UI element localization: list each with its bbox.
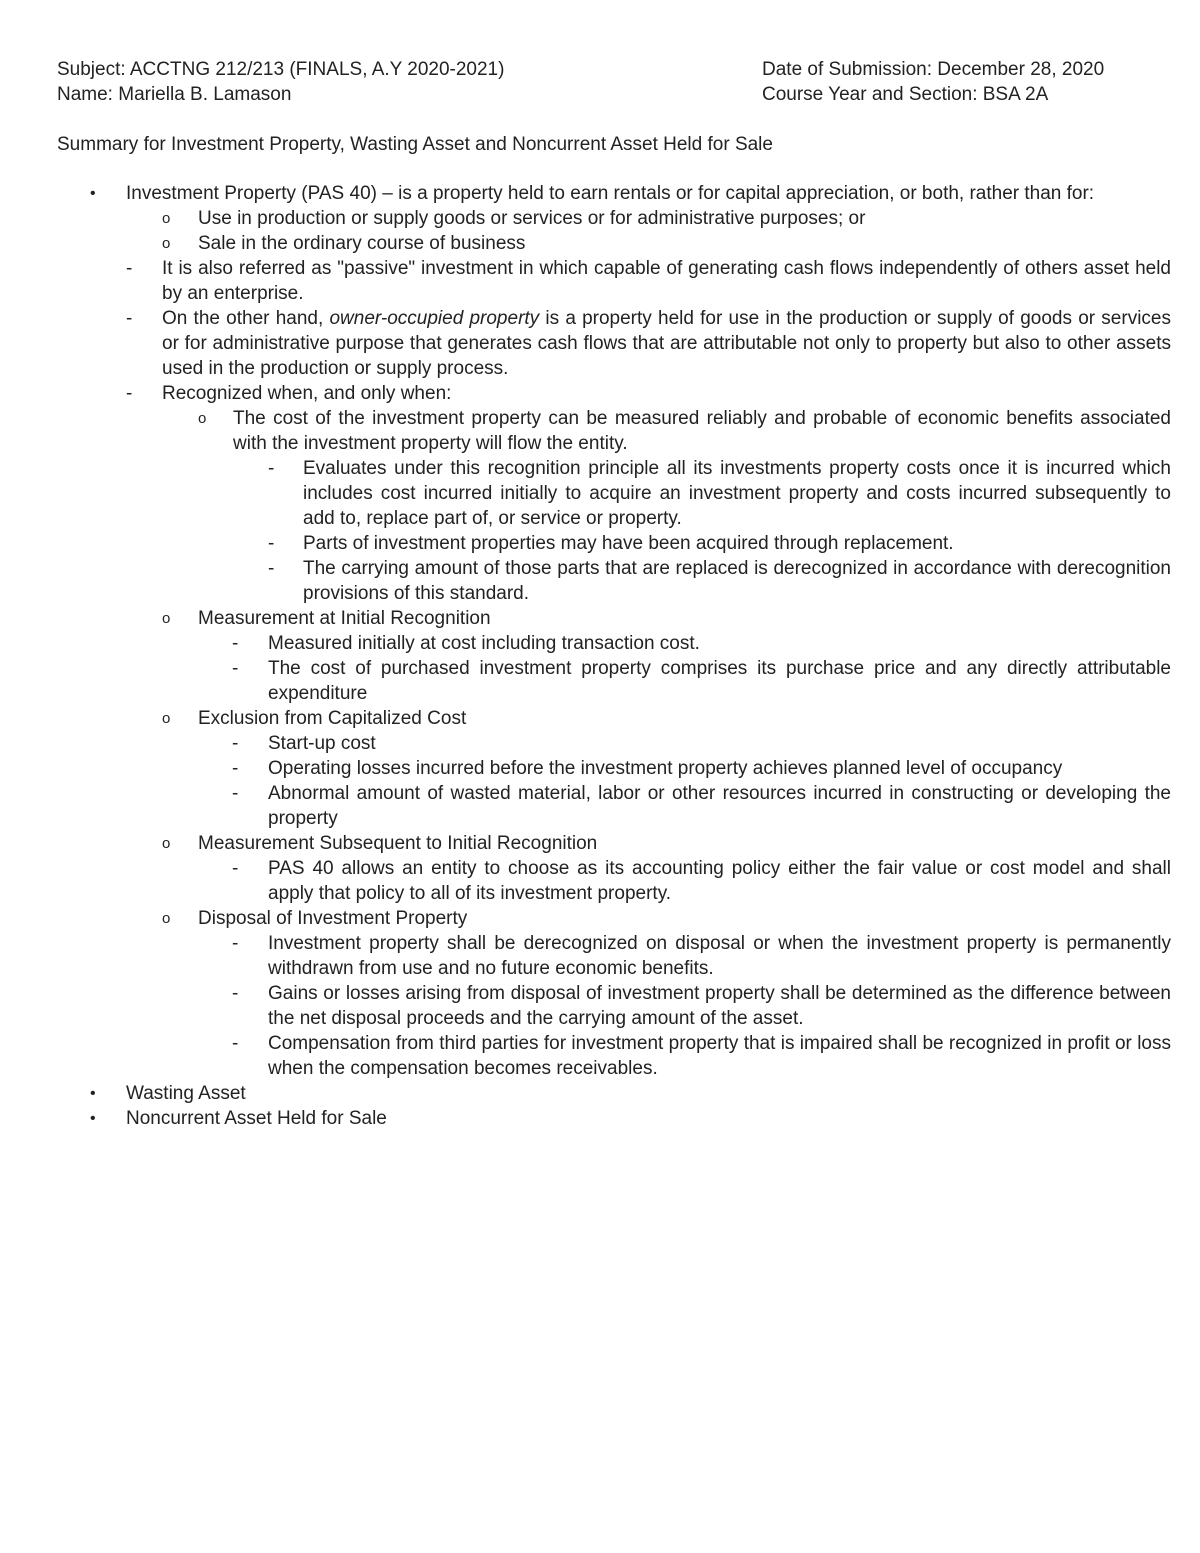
dash-marker: - <box>232 633 239 654</box>
list-item <box>0 981 1200 1031</box>
dash-marker: - <box>232 1033 239 1054</box>
summary-title: Summary for Investment Property, Wasting Asset and Noncurrent Asset Held for Sale <box>57 134 773 155</box>
course-section-text: Course Year and Section: BSA 2A <box>762 84 1049 105</box>
section-heading-exclusion <box>0 706 1200 731</box>
header-row-2 <box>57 82 1150 107</box>
section-title: Exclusion from Capitalized Cost <box>198 708 467 729</box>
section-heading-subsequent-measurement <box>0 831 1200 856</box>
list-item <box>0 731 1200 756</box>
section-point-text: The cost of purchased investment property comprises its purchase price and any directly attributable expenditure <box>268 658 1171 704</box>
dash-marker: - <box>232 933 239 954</box>
list-item <box>0 406 1200 456</box>
recognition-point-text: The carrying amount of those parts that are replaced is derecognized in accordance with derecognition provisions of this standard. <box>303 558 1171 604</box>
list-item <box>0 531 1200 556</box>
section-point-text: Investment property shall be derecognized on disposal or when the investment property is permanently withdrawn from use and no future economic benefits. <box>268 933 1171 979</box>
recognition-cost-text: The cost of the investment property can be measured reliably and probable of economic benefits associated with the investment property will flow the entity. <box>233 408 1171 454</box>
dash-marker: - <box>232 758 239 779</box>
recognition-point-text: Parts of investment properties may have been acquired through replacement. <box>303 533 954 554</box>
circle-marker: o <box>162 610 171 627</box>
circle-marker: o <box>162 910 171 927</box>
list-item-wasting-asset <box>0 1081 1200 1106</box>
list-item <box>0 931 1200 981</box>
section-point-text: PAS 40 allows an entity to choose as its accounting policy either the fair value or cost model and shall apply that policy to all of its investment property. <box>268 858 1171 904</box>
owner-occupied-post: is a property held for use in the production or supply of goods or services or for administrative purpose that generates cash flows that are attributable not only to property but also to other assets used in the production or supply process. <box>162 308 1171 379</box>
section-point-text: Measured initially at cost including transaction cost. <box>268 633 700 654</box>
dash-marker: - <box>232 733 239 754</box>
dash-marker: - <box>268 533 275 554</box>
passive-investment-text: It is also referred as "passive" investment in which capable of generating cash flows independently of others asset held by an enterprise. <box>162 258 1171 304</box>
owner-occupied-term: owner-occupied property <box>329 308 540 329</box>
section-heading-initial-measurement <box>0 606 1200 631</box>
circle-marker: o <box>162 210 171 227</box>
bullet-text: Wasting Asset <box>126 1083 246 1104</box>
circle-marker: o <box>162 235 171 252</box>
owner-occupied-text <box>162 306 1171 381</box>
section-point-text: Abnormal amount of wasted material, labor or other resources incurred in constructing or developing the property <box>268 783 1171 829</box>
bullet-marker: • <box>90 1085 96 1102</box>
dash-marker: - <box>232 658 239 679</box>
list-item <box>0 456 1200 531</box>
recognized-when-text: Recognized when, and only when: <box>162 383 452 404</box>
list-item <box>0 556 1200 606</box>
dash-marker: - <box>268 558 275 579</box>
list-item <box>0 781 1200 831</box>
dash-marker: - <box>126 308 133 329</box>
list-item <box>0 1031 1200 1081</box>
circle-marker: o <box>162 835 171 852</box>
dash-marker: - <box>126 258 133 279</box>
section-title: Measurement at Initial Recognition <box>198 608 491 629</box>
section-point-text: Gains or losses arising from disposal of investment property shall be determined as the difference between the net disposal proceeds and the carrying amount of the asset. <box>268 983 1171 1029</box>
list-item <box>0 631 1200 656</box>
header <box>57 57 1150 107</box>
section-point-text: Operating losses incurred before the investment property achieves planned level of occupancy <box>268 758 1063 779</box>
student-name-text: Name: Mariella B. Lamason <box>57 84 292 105</box>
list-item <box>0 656 1200 706</box>
list-item <box>0 756 1200 781</box>
section-point-text: Compensation from third parties for investment property that is impaired shall be recognized in profit or loss when the compensation becomes receivables. <box>268 1033 1171 1079</box>
header-row-1 <box>57 57 1150 82</box>
submission-date-text: Date of Submission: December 28, 2020 <box>762 59 1105 80</box>
section-heading-disposal <box>0 906 1200 931</box>
list-item <box>0 381 1200 406</box>
subject-text: Subject: ACCTNG 212/213 (FINALS, A.Y 2020-2021) <box>57 59 505 80</box>
circle-marker: o <box>198 410 207 427</box>
list-item-investment-property <box>0 181 1200 206</box>
section-title: Measurement Subsequent to Initial Recognition <box>198 833 598 854</box>
bullet-marker: • <box>90 1110 96 1127</box>
bullet-marker: • <box>90 185 96 202</box>
dash-marker: - <box>232 783 239 804</box>
dash-marker: - <box>232 858 239 879</box>
use-item-text: Use in production or supply goods or services or for administrative purposes; or <box>198 208 866 229</box>
dash-marker: - <box>232 983 239 1004</box>
list-item-noncurrent-asset <box>0 1106 1200 1131</box>
dash-marker: - <box>268 458 275 479</box>
list-item <box>0 306 1200 381</box>
list-item <box>0 206 1200 231</box>
circle-marker: o <box>162 710 171 727</box>
summary-content <box>0 181 1200 1131</box>
investment-property-intro: Investment Property (PAS 40) – is a property held to earn rentals or for capital appreciation, or both, rather than for: <box>126 183 1095 204</box>
bullet-text: Noncurrent Asset Held for Sale <box>126 1108 387 1129</box>
section-point-text: Start-up cost <box>268 733 376 754</box>
recognition-point-text: Evaluates under this recognition principle all its investments property costs once it is incurred which includes cost incurred initially to acquire an investment property and costs incurred subsequently to add to, replace part of, or service or property. <box>303 458 1171 529</box>
list-item <box>0 231 1200 256</box>
section-title: Disposal of Investment Property <box>198 908 468 929</box>
dash-marker: - <box>126 383 133 404</box>
use-item-text: Sale in the ordinary course of business <box>198 233 526 254</box>
list-item <box>0 256 1200 306</box>
list-item <box>0 856 1200 906</box>
owner-occupied-pre: On the other hand, <box>162 308 330 329</box>
